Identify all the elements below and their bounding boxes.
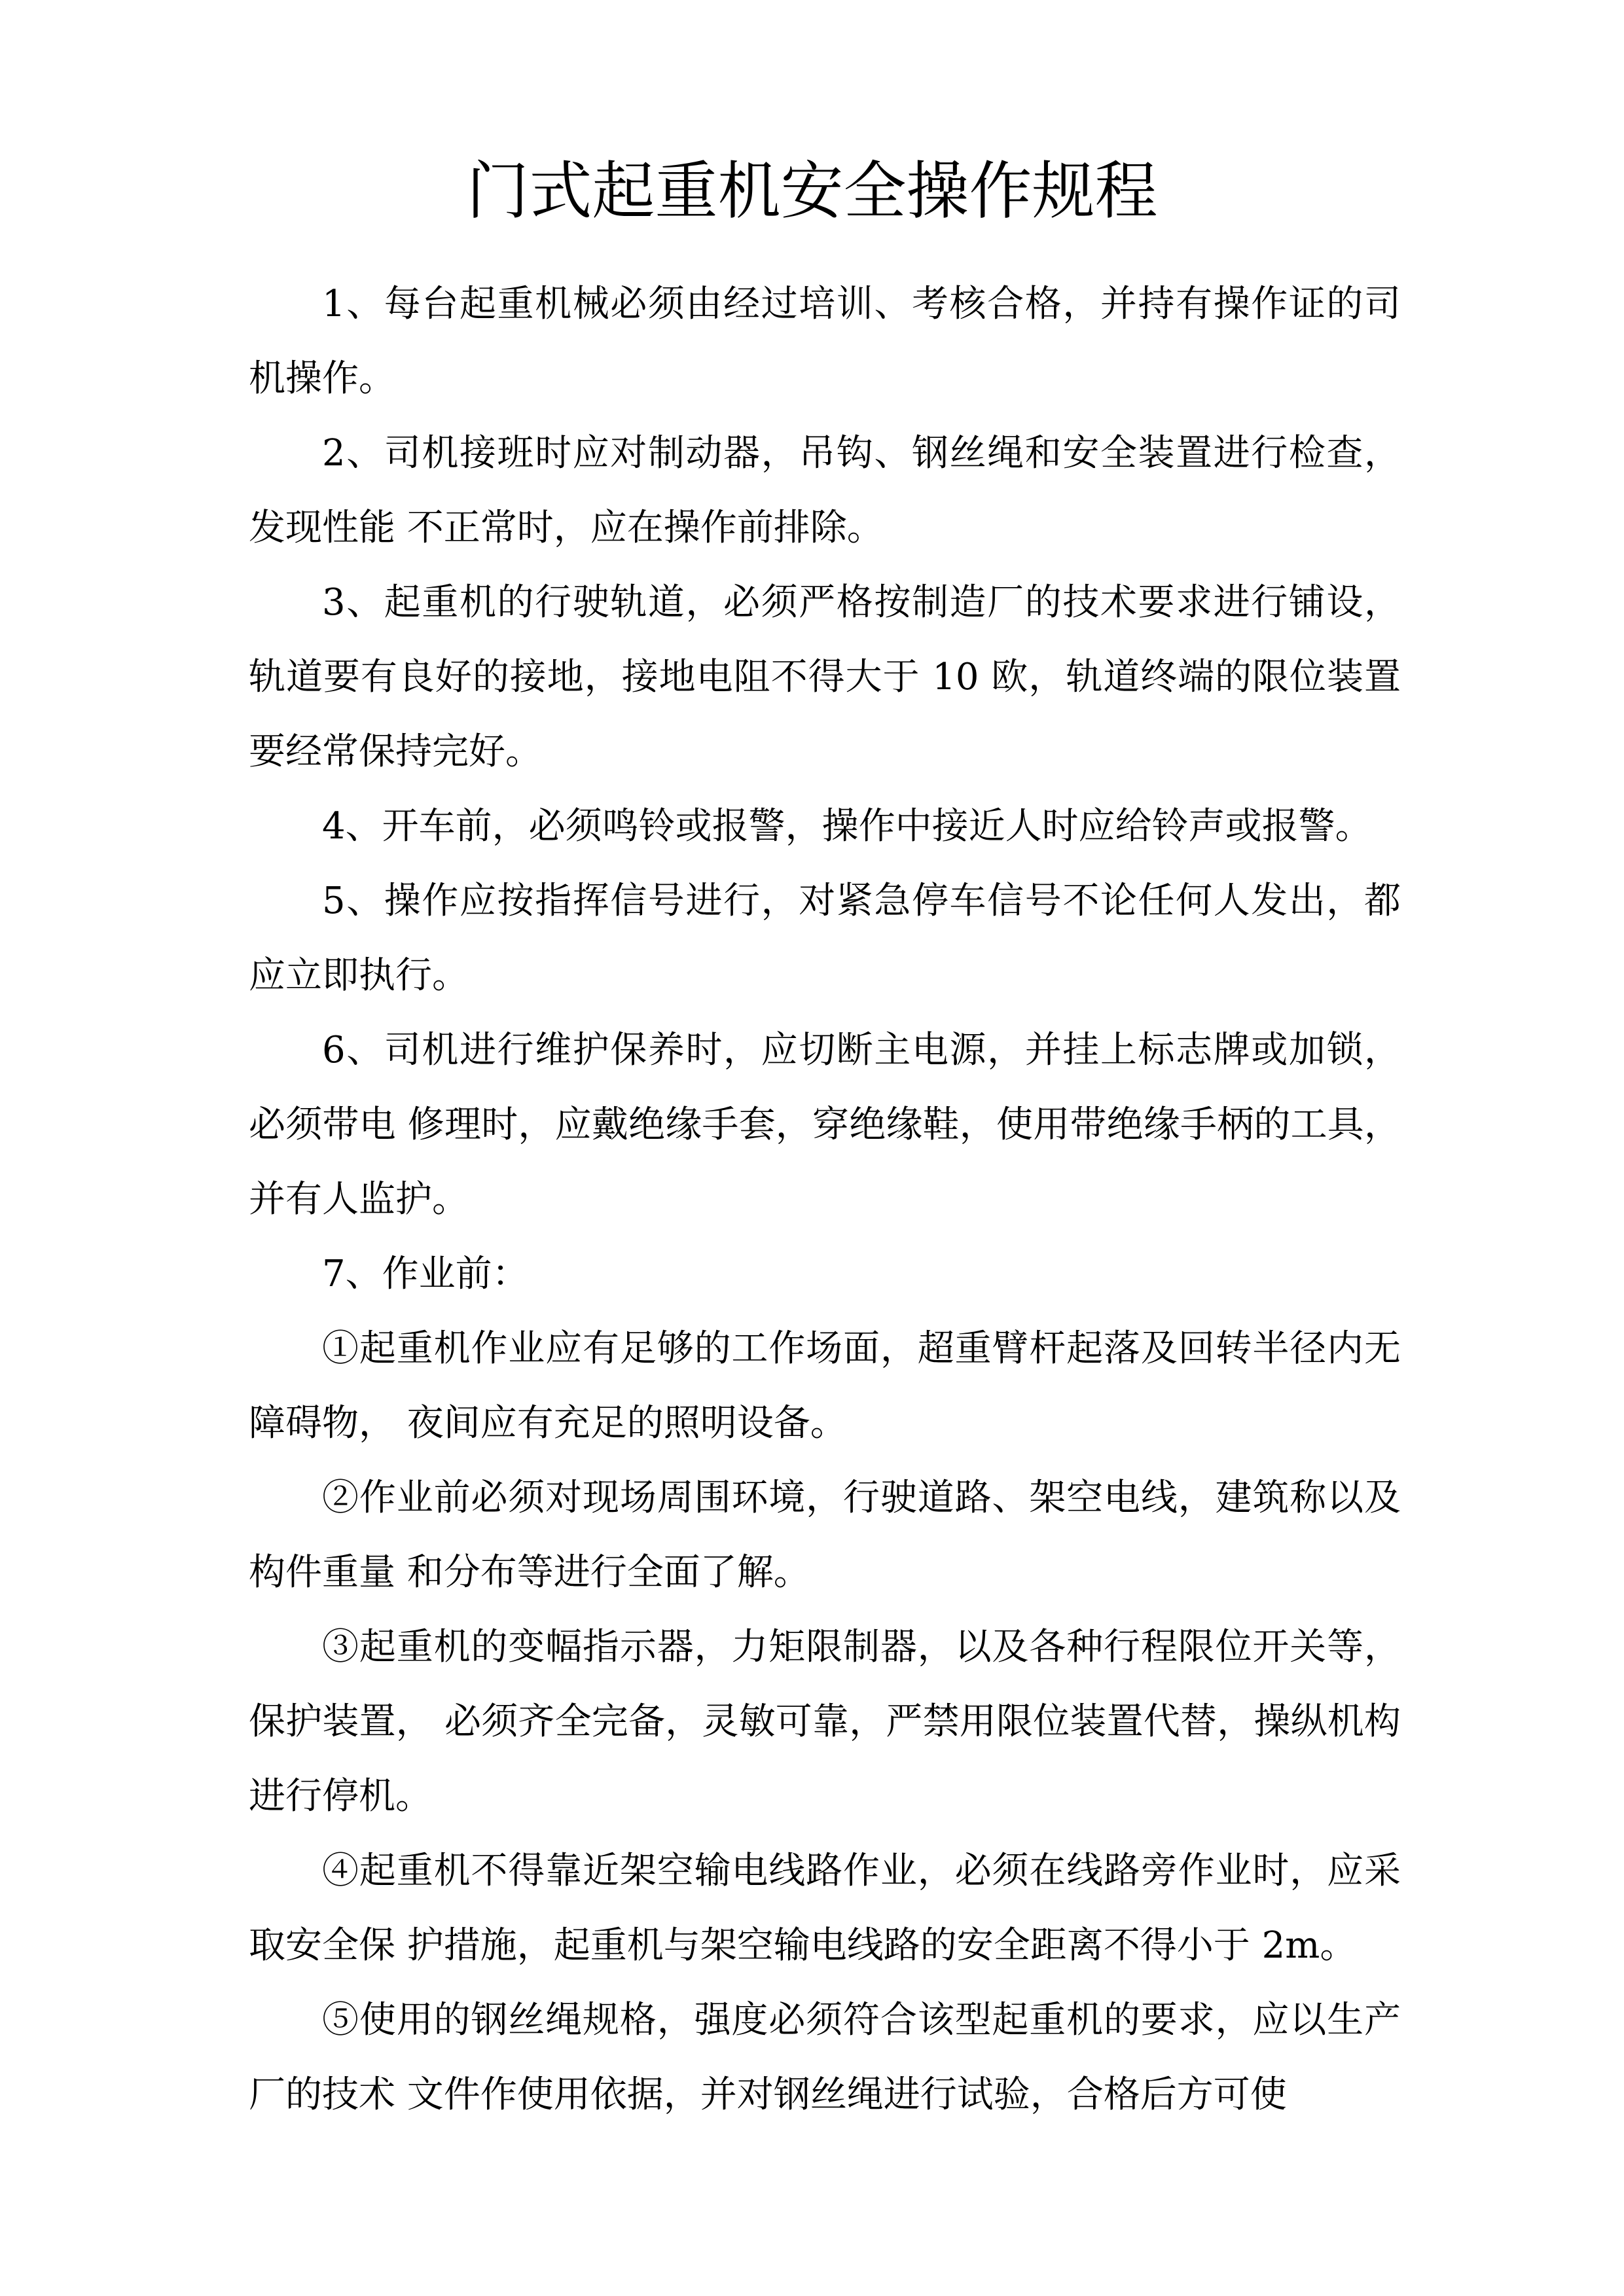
paragraph-10: ③起重机的变幅指示器，力矩限制器，以及各种行程限位开关等，保护装置， 必须齐全完备，灵敏可靠，严禁用限位装置代替，操纵机构进行停机。: [249, 1626, 1401, 1818]
paragraph-9: ②作业前必须对现场周围环境，行驶道路、架空电线，建筑称以及构件重量 和分布等进行全面了解。: [249, 1477, 1401, 1594]
document-title: 门式起重机安全操作规程: [466, 154, 1158, 228]
paragraph-5: 5、操作应按指挥信号进行，对紧急停车信号不论任何人发出，都应立即执行。: [249, 880, 1401, 997]
paragraph-12: ⑤使用的钢丝绳规格，强度必须符合该型起重机的要求，应以生产厂的技术 文件作使用依据，并对钢丝绳进行试验，合格后方可使: [249, 1999, 1401, 2116]
paragraph-11: ④起重机不得靠近架空输电线路作业，必须在线路旁作业时，应采取安全保 护措施，起重机与架空输电线路的安全距离不得小于 2m。: [249, 1850, 1401, 1967]
paragraph-1: 1、每台起重机械必须由经过培训、考核合格，并持有操作证的司机操作。: [249, 283, 1401, 400]
paragraph-8: ①起重机作业应有足够的工作场面，超重臂杆起落及回转半径内无障碍物， 夜间应有充足的照明设备。: [249, 1327, 1401, 1444]
document-body: [249, 267, 1401, 2132]
paragraph-6: 6、司机进行维护保养时，应切断主电源，并挂上标志牌或加锁，必须带电 修理时，应戴绝缘手套，穿绝缘鞋，使用带绝缘手柄的工具，并有人监护。: [249, 1029, 1401, 1221]
paragraph-2: 2、司机接班时应对制动器，吊钩、钢丝绳和安全装置进行检查，发现性能 不正常时，应在操作前排除。: [249, 432, 1401, 549]
paragraph-7: 7、作业前：: [322, 1253, 529, 1295]
paragraph-3: 3、起重机的行驶轨道，必须严格按制造厂的技术要求进行铺设，轨道要有良好的接地，接地电阻不得大于 10 欧，轨道终端的限位装置要经常保持完好。: [249, 581, 1401, 773]
paragraph-4: 4、开车前，必须鸣铃或报警，操作中接近人时应给铃声或报警。: [322, 805, 1372, 848]
